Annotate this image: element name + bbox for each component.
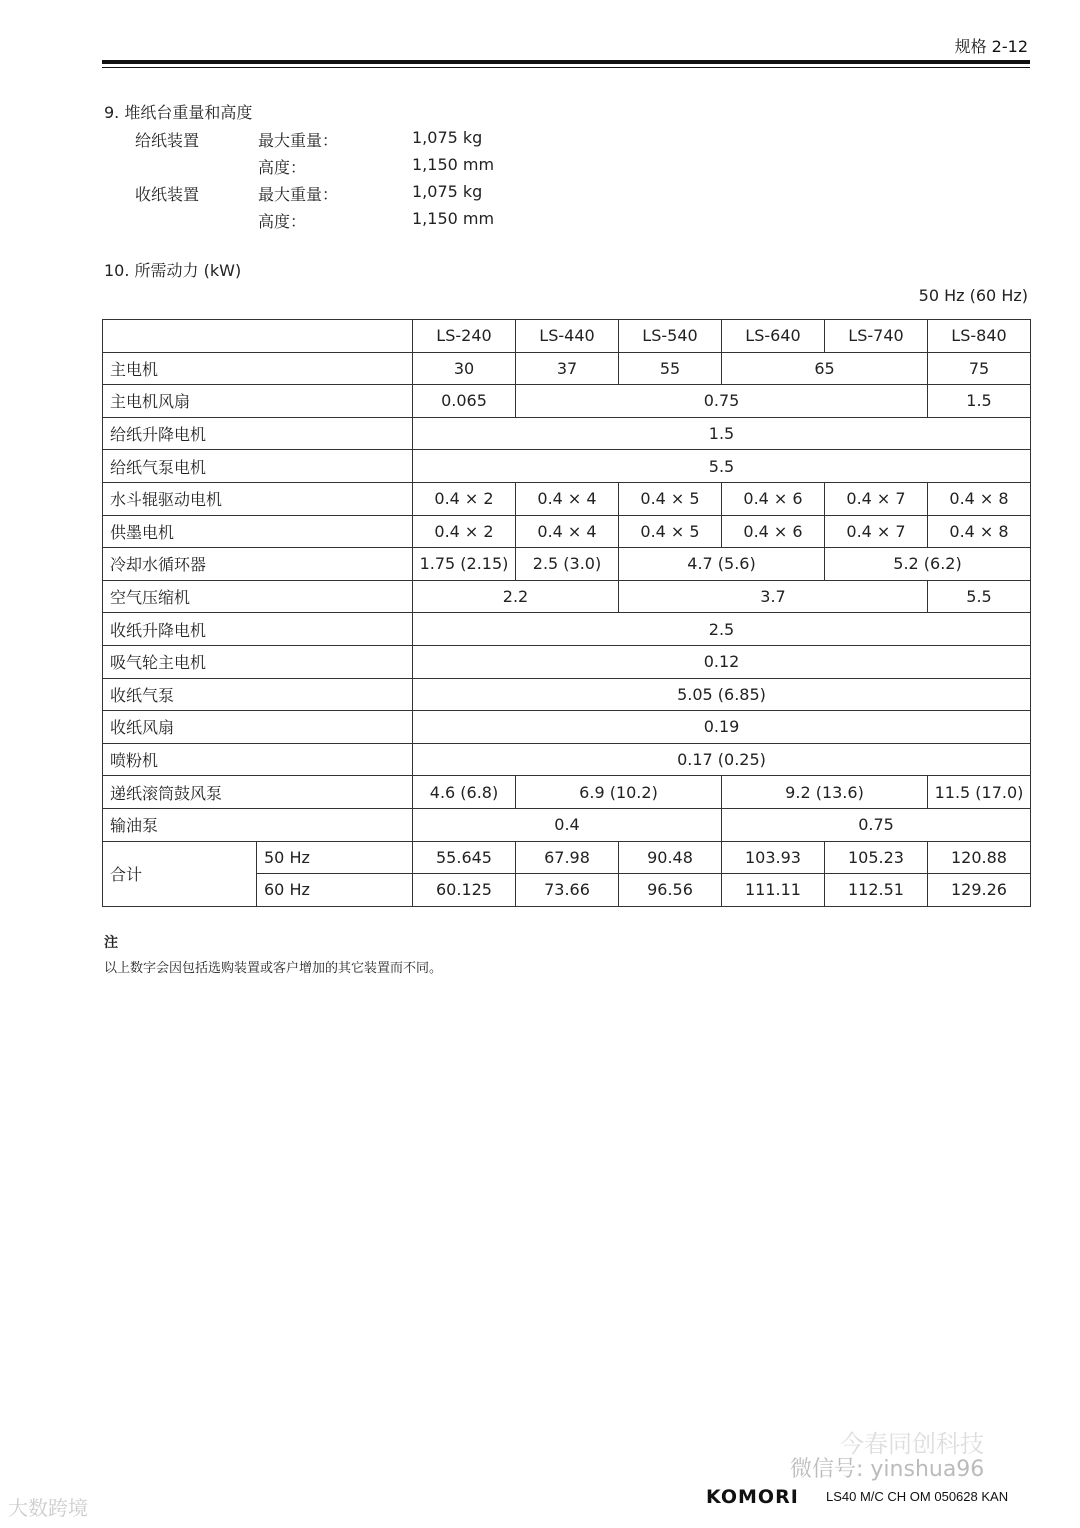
row-label: 喷粉机 bbox=[103, 743, 413, 776]
table-cell: 0.4 × 5 bbox=[619, 515, 722, 548]
row-label: 空气压缩机 bbox=[103, 580, 413, 613]
table-cell: 90.48 bbox=[619, 841, 722, 874]
table-row bbox=[103, 613, 1031, 646]
document-code: LS40 M/C CH OM 050628 KAN bbox=[826, 1489, 1009, 1504]
s9-item: 高度： bbox=[258, 158, 307, 177]
table-cell: 75 bbox=[928, 352, 1031, 385]
table-cell: 0.4 × 6 bbox=[722, 515, 825, 548]
row-label: 收纸风扇 bbox=[103, 711, 413, 744]
brand-watermark: 今春同创科技 bbox=[840, 1430, 984, 1458]
column-header: LS-840 bbox=[928, 320, 1031, 353]
row-label: 冷却水循环器 bbox=[103, 548, 413, 581]
row-label: 水斗辊驱动电机 bbox=[103, 482, 413, 515]
table-row bbox=[103, 743, 1031, 776]
table-cell: 2.5 (3.0) bbox=[516, 548, 619, 581]
section10-title: 10. 所需动力 (kW) bbox=[104, 261, 242, 280]
row-label: 主电机 bbox=[103, 352, 413, 385]
table-cell: 0.4 × 5 bbox=[619, 482, 722, 515]
power-requirements-table bbox=[102, 319, 1031, 907]
column-header: LS-540 bbox=[619, 320, 722, 353]
table-cell: 112.51 bbox=[825, 874, 928, 907]
table-row bbox=[103, 645, 1031, 678]
wechat-watermark: 微信号: yinshua96 bbox=[790, 1457, 985, 1482]
table-row bbox=[103, 678, 1031, 711]
page-header-title: 规格 2-12 bbox=[954, 37, 1028, 56]
table-cell: 0.75 bbox=[722, 808, 1031, 841]
table-cell: 0.4 × 8 bbox=[928, 515, 1031, 548]
table-row bbox=[103, 352, 1031, 385]
table-cell: 0.4 × 7 bbox=[825, 482, 928, 515]
s9-value: 1,075 kg bbox=[412, 128, 483, 147]
s9-device: 给纸装置 bbox=[135, 131, 200, 150]
table-cell: 0.4 bbox=[413, 808, 722, 841]
row-label: 收纸气泵 bbox=[103, 678, 413, 711]
section9-title: 9. 堆纸台重量和高度 bbox=[104, 103, 253, 122]
corner-watermark: 大数跨境 bbox=[8, 1496, 88, 1520]
s9-item: 高度： bbox=[258, 212, 307, 231]
table-row bbox=[103, 808, 1031, 841]
table-row bbox=[103, 385, 1031, 418]
table-cell: 0.4 × 7 bbox=[825, 515, 928, 548]
table-cell: 1.5 bbox=[928, 385, 1031, 418]
table-cell: 4.6 (6.8) bbox=[413, 776, 516, 809]
table-cell: 5.05 (6.85) bbox=[413, 678, 1031, 711]
table-cell: 9.2 (13.6) bbox=[722, 776, 928, 809]
row-label: 收纸升降电机 bbox=[103, 613, 413, 646]
row-label: 主电机风扇 bbox=[103, 385, 413, 418]
column-header: LS-240 bbox=[413, 320, 516, 353]
table-row bbox=[103, 482, 1031, 515]
s9-value: 1,150 mm bbox=[412, 155, 495, 174]
note-text: 以上数字会因包括选购装置或客户增加的其它装置而不同。 bbox=[104, 961, 443, 976]
row-label: 吸气轮主电机 bbox=[103, 645, 413, 678]
table-cell: 0.4 × 4 bbox=[516, 482, 619, 515]
table-cell: 0.12 bbox=[413, 645, 1031, 678]
table-row bbox=[103, 548, 1031, 581]
table-cell: 37 bbox=[516, 352, 619, 385]
frequency-label: 50 Hz bbox=[257, 841, 413, 874]
table-cell: 103.93 bbox=[722, 841, 825, 874]
header-empty-cell bbox=[103, 320, 413, 353]
table-row bbox=[103, 450, 1031, 483]
table-cell: 5.5 bbox=[413, 450, 1031, 483]
table-cell: 5.2 (6.2) bbox=[825, 548, 1031, 581]
table-cell: 60.125 bbox=[413, 874, 516, 907]
table-cell: 0.75 bbox=[516, 385, 928, 418]
table-cell: 2.5 bbox=[413, 613, 1031, 646]
table-cell: 3.7 bbox=[619, 580, 928, 613]
row-label: 输油泵 bbox=[103, 808, 413, 841]
table-cell: 55.645 bbox=[413, 841, 516, 874]
table-cell: 0.17 (0.25) bbox=[413, 743, 1031, 776]
table-cell: 0.19 bbox=[413, 711, 1031, 744]
table-cell: 55 bbox=[619, 352, 722, 385]
row-label: 供墨电机 bbox=[103, 515, 413, 548]
column-header: LS-640 bbox=[722, 320, 825, 353]
table-row bbox=[103, 515, 1031, 548]
s9-value: 1,150 mm bbox=[412, 209, 495, 228]
column-header: LS-440 bbox=[516, 320, 619, 353]
s9-value: 1,075 kg bbox=[412, 182, 483, 201]
table-cell: 4.7 (5.6) bbox=[619, 548, 825, 581]
table-cell: 120.88 bbox=[928, 841, 1031, 874]
table-cell: 6.9 (10.2) bbox=[516, 776, 722, 809]
table-cell: 129.26 bbox=[928, 874, 1031, 907]
s9-device: 收纸装置 bbox=[135, 185, 200, 204]
komori-logo: KOMORI bbox=[706, 1486, 799, 1508]
table-cell: 5.5 bbox=[928, 580, 1031, 613]
table-cell: 1.75 (2.15) bbox=[413, 548, 516, 581]
table-cell: 111.11 bbox=[722, 874, 825, 907]
table-cell: 0.4 × 2 bbox=[413, 482, 516, 515]
table-cell: 65 bbox=[722, 352, 928, 385]
table-cell: 0.065 bbox=[413, 385, 516, 418]
table-cell: 0.4 × 2 bbox=[413, 515, 516, 548]
frequency-note: 50 Hz (60 Hz) bbox=[918, 286, 1028, 305]
table-cell: 0.4 × 8 bbox=[928, 482, 1031, 515]
table-cell: 2.2 bbox=[413, 580, 619, 613]
table-row bbox=[103, 711, 1031, 744]
row-label: 递纸滚筒鼓风泵 bbox=[103, 776, 413, 809]
table-header-row bbox=[103, 320, 1031, 353]
table-row bbox=[103, 417, 1031, 450]
table-cell: 11.5 (17.0) bbox=[928, 776, 1031, 809]
table-cell: 0.4 × 4 bbox=[516, 515, 619, 548]
table-cell: 96.56 bbox=[619, 874, 722, 907]
table-cell: 73.66 bbox=[516, 874, 619, 907]
header-rule-thin bbox=[102, 67, 1030, 68]
table-cell: 105.23 bbox=[825, 841, 928, 874]
column-header: LS-740 bbox=[825, 320, 928, 353]
header-rule bbox=[102, 60, 1030, 64]
s9-item: 最大重量： bbox=[258, 131, 339, 150]
total-label: 合计 bbox=[103, 841, 257, 906]
table-row bbox=[103, 776, 1031, 809]
total-row-50hz bbox=[103, 841, 1031, 874]
table-cell: 0.4 × 6 bbox=[722, 482, 825, 515]
row-label: 给纸升降电机 bbox=[103, 417, 413, 450]
note-title: 注 bbox=[104, 935, 118, 951]
table-cell: 1.5 bbox=[413, 417, 1031, 450]
s9-item: 最大重量： bbox=[258, 185, 339, 204]
frequency-label: 60 Hz bbox=[257, 874, 413, 907]
row-label: 给纸气泵电机 bbox=[103, 450, 413, 483]
table-cell: 30 bbox=[413, 352, 516, 385]
table-row bbox=[103, 580, 1031, 613]
table-cell: 67.98 bbox=[516, 841, 619, 874]
